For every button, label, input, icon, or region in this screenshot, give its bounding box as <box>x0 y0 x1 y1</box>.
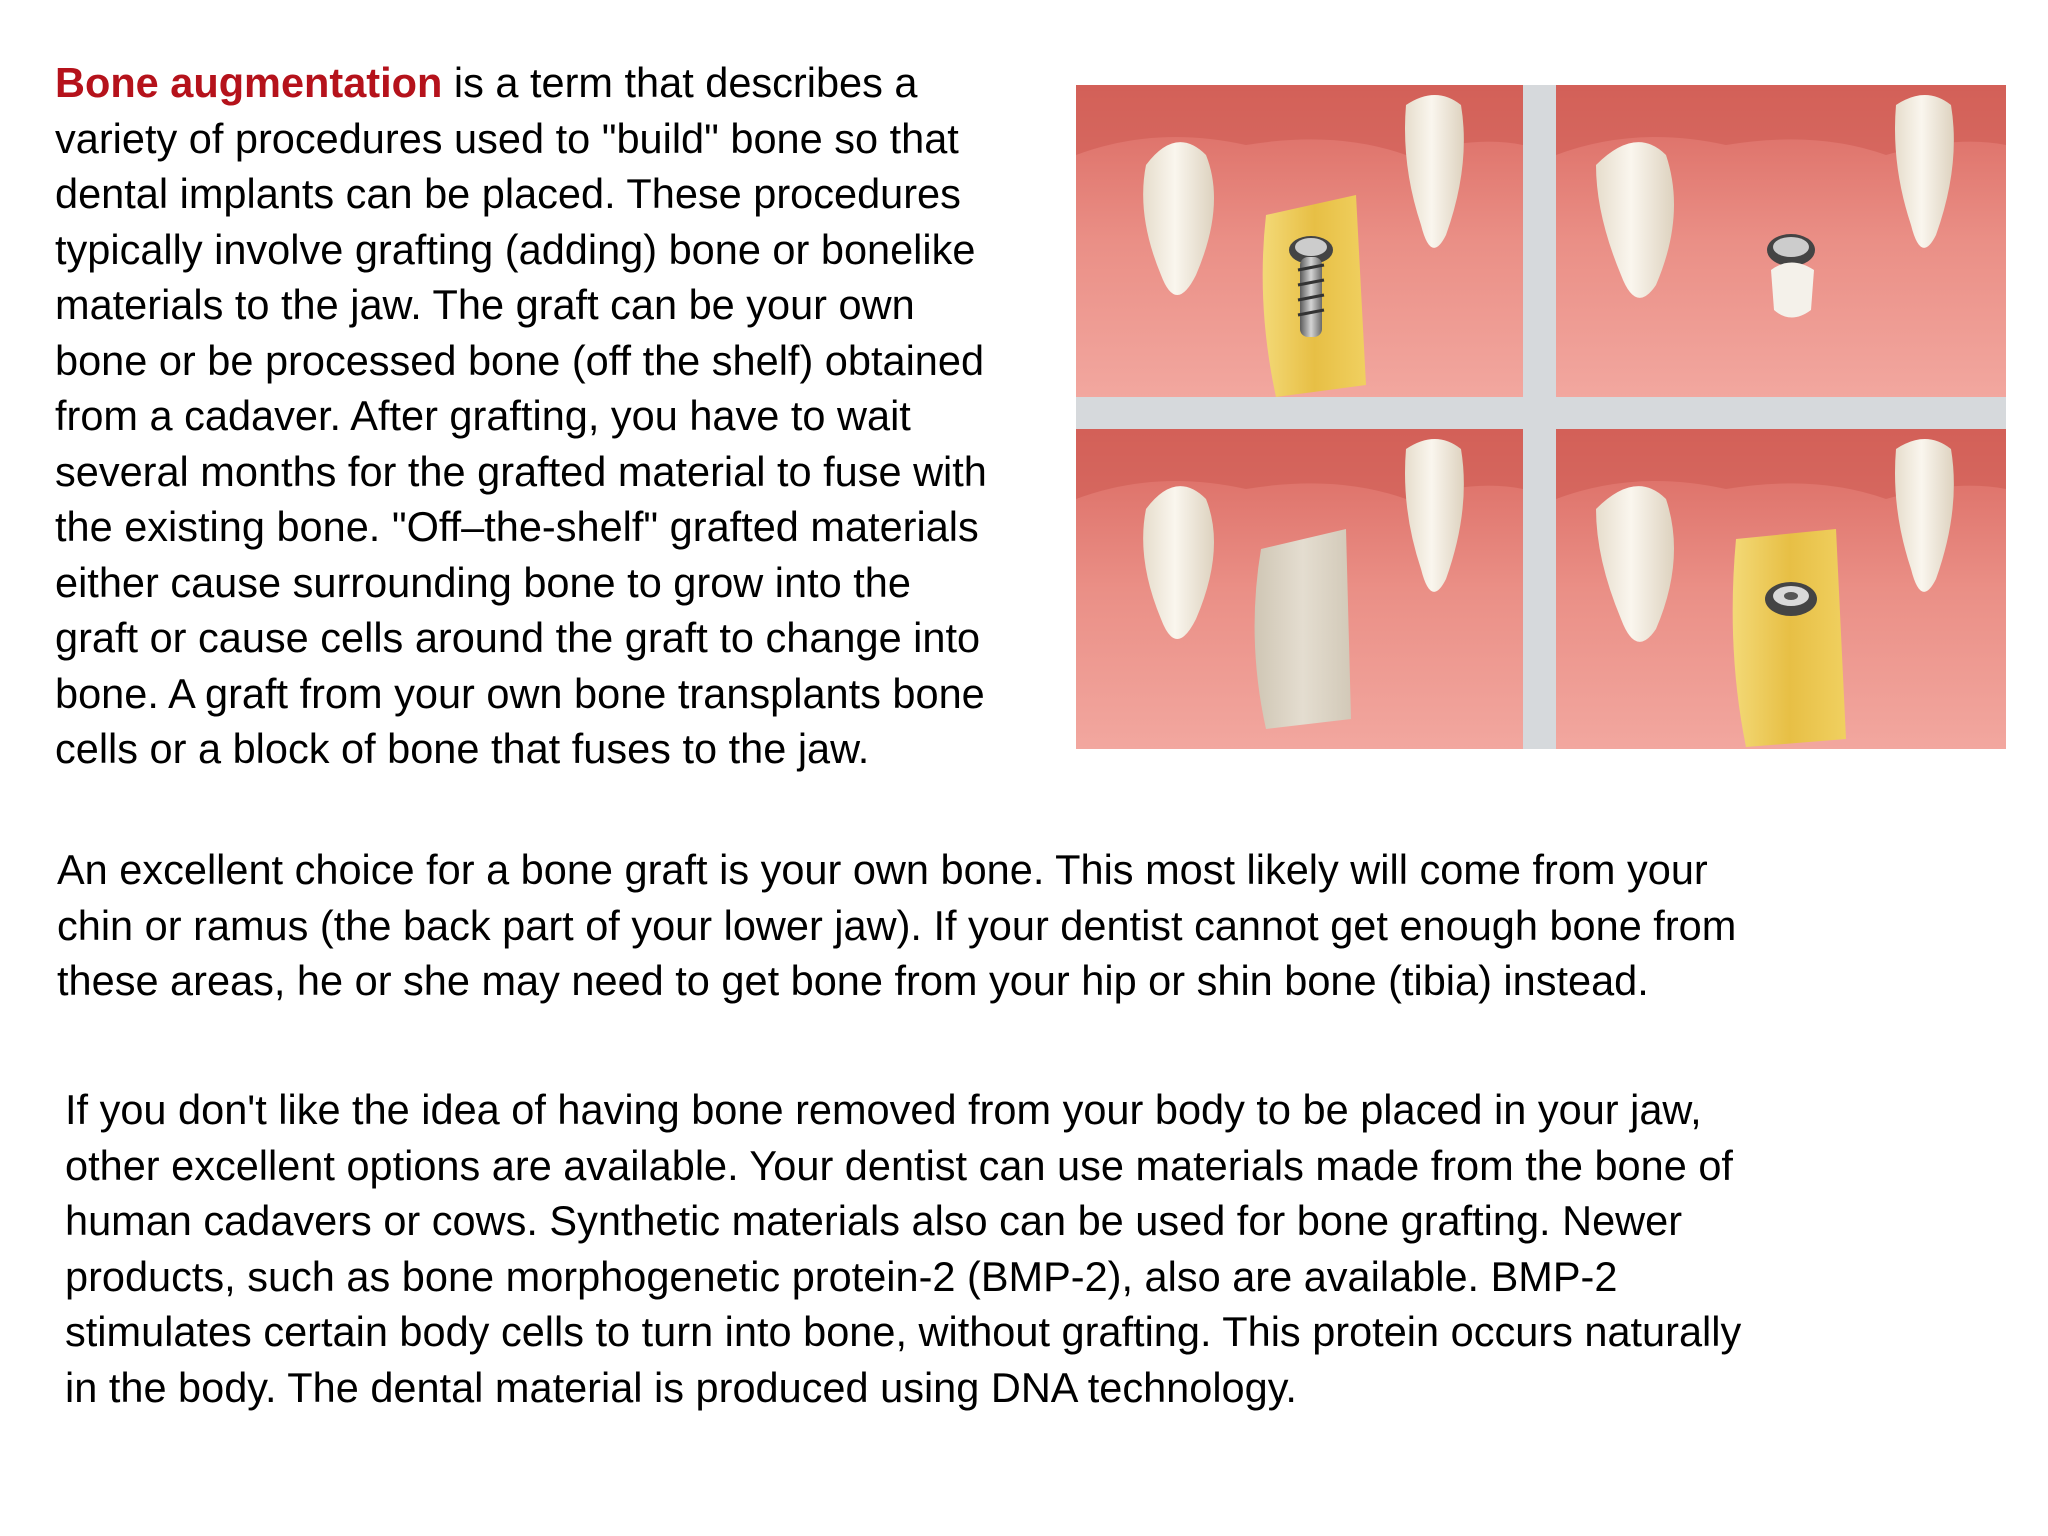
implant-abutment-icon <box>1767 234 1815 318</box>
intro-line-text: is a term that describes a <box>442 59 918 106</box>
intro-line: typically involve grafting (adding) bone or bonelike <box>55 225 976 273</box>
panel-block-graft <box>1076 429 1523 749</box>
intro-line: either cause surrounding bone to grow into the <box>55 558 911 606</box>
own-bone-paragraph <box>57 842 2017 1009</box>
intro-line: bone. A graft from your own bone transplants bone <box>55 669 985 717</box>
implant-head-icon <box>1765 582 1817 616</box>
bone-graft-icon <box>1733 529 1846 747</box>
own-bone-line: chin or ramus (the back part of your lower jaw). If your dentist cannot get enough bone from <box>57 901 1737 949</box>
intro-line: several months for the grafted material to fuse with <box>55 447 987 495</box>
intro-line: graft or cause cells around the graft to change into <box>55 614 981 661</box>
intro-line <box>55 55 1095 111</box>
own-bone-line: An excellent choice for a bone graft is your own bone. This most likely will come from your <box>57 846 1708 893</box>
dental-implant-illustration <box>1076 85 2006 749</box>
intro-line: bone or be processed bone (off the shelf) obtained <box>55 336 985 384</box>
intro-line: materials to the jaw. The graft can be your own <box>55 281 915 328</box>
alternatives-line: in the body. The dental material is produced using DNA technology. <box>65 1363 1297 1411</box>
panel-implant-abutment <box>1556 85 2006 397</box>
alternatives-paragraph <box>65 1082 2025 1415</box>
intro-line: dental implants can be placed. These procedures <box>55 170 961 217</box>
panel-healed-implant <box>1556 429 2006 749</box>
panel-bone-graft-implant <box>1076 85 1523 397</box>
intro-line: from a cadaver. After grafting, you have to wait <box>55 392 911 439</box>
alternatives-line: other excellent options are available. Your dentist can use materials made from the bone of <box>65 1141 1733 1189</box>
intro-line: variety of procedures used to "build" bone so that <box>55 114 959 162</box>
intro-line: the existing bone. "Off–the-shelf" grafted materials <box>55 503 979 550</box>
alternatives-line: human cadavers or cows. Synthetic materials also can be used for bone grafting. Newer <box>65 1197 1683 1244</box>
own-bone-line: these areas, he or she may need to get bone from your hip or shin bone (tibia) instead. <box>57 957 1649 1004</box>
alternatives-line: If you don't like the idea of having bone removed from your body to be placed in your jaw, <box>65 1086 1702 1133</box>
intro-line: cells or a block of bone that fuses to the jaw. <box>55 725 870 772</box>
term-bone-augmentation: Bone augmentation <box>55 59 443 106</box>
alternatives-line: stimulates certain body cells to turn into bone, without grafting. This protein occurs naturally <box>65 1308 1742 1355</box>
alternatives-line: products, such as bone morphogenetic protein-2 (BMP-2), also are available. BMP-2 <box>65 1252 1618 1300</box>
intro-paragraph <box>55 55 1095 777</box>
block-graft-icon <box>1255 529 1351 729</box>
